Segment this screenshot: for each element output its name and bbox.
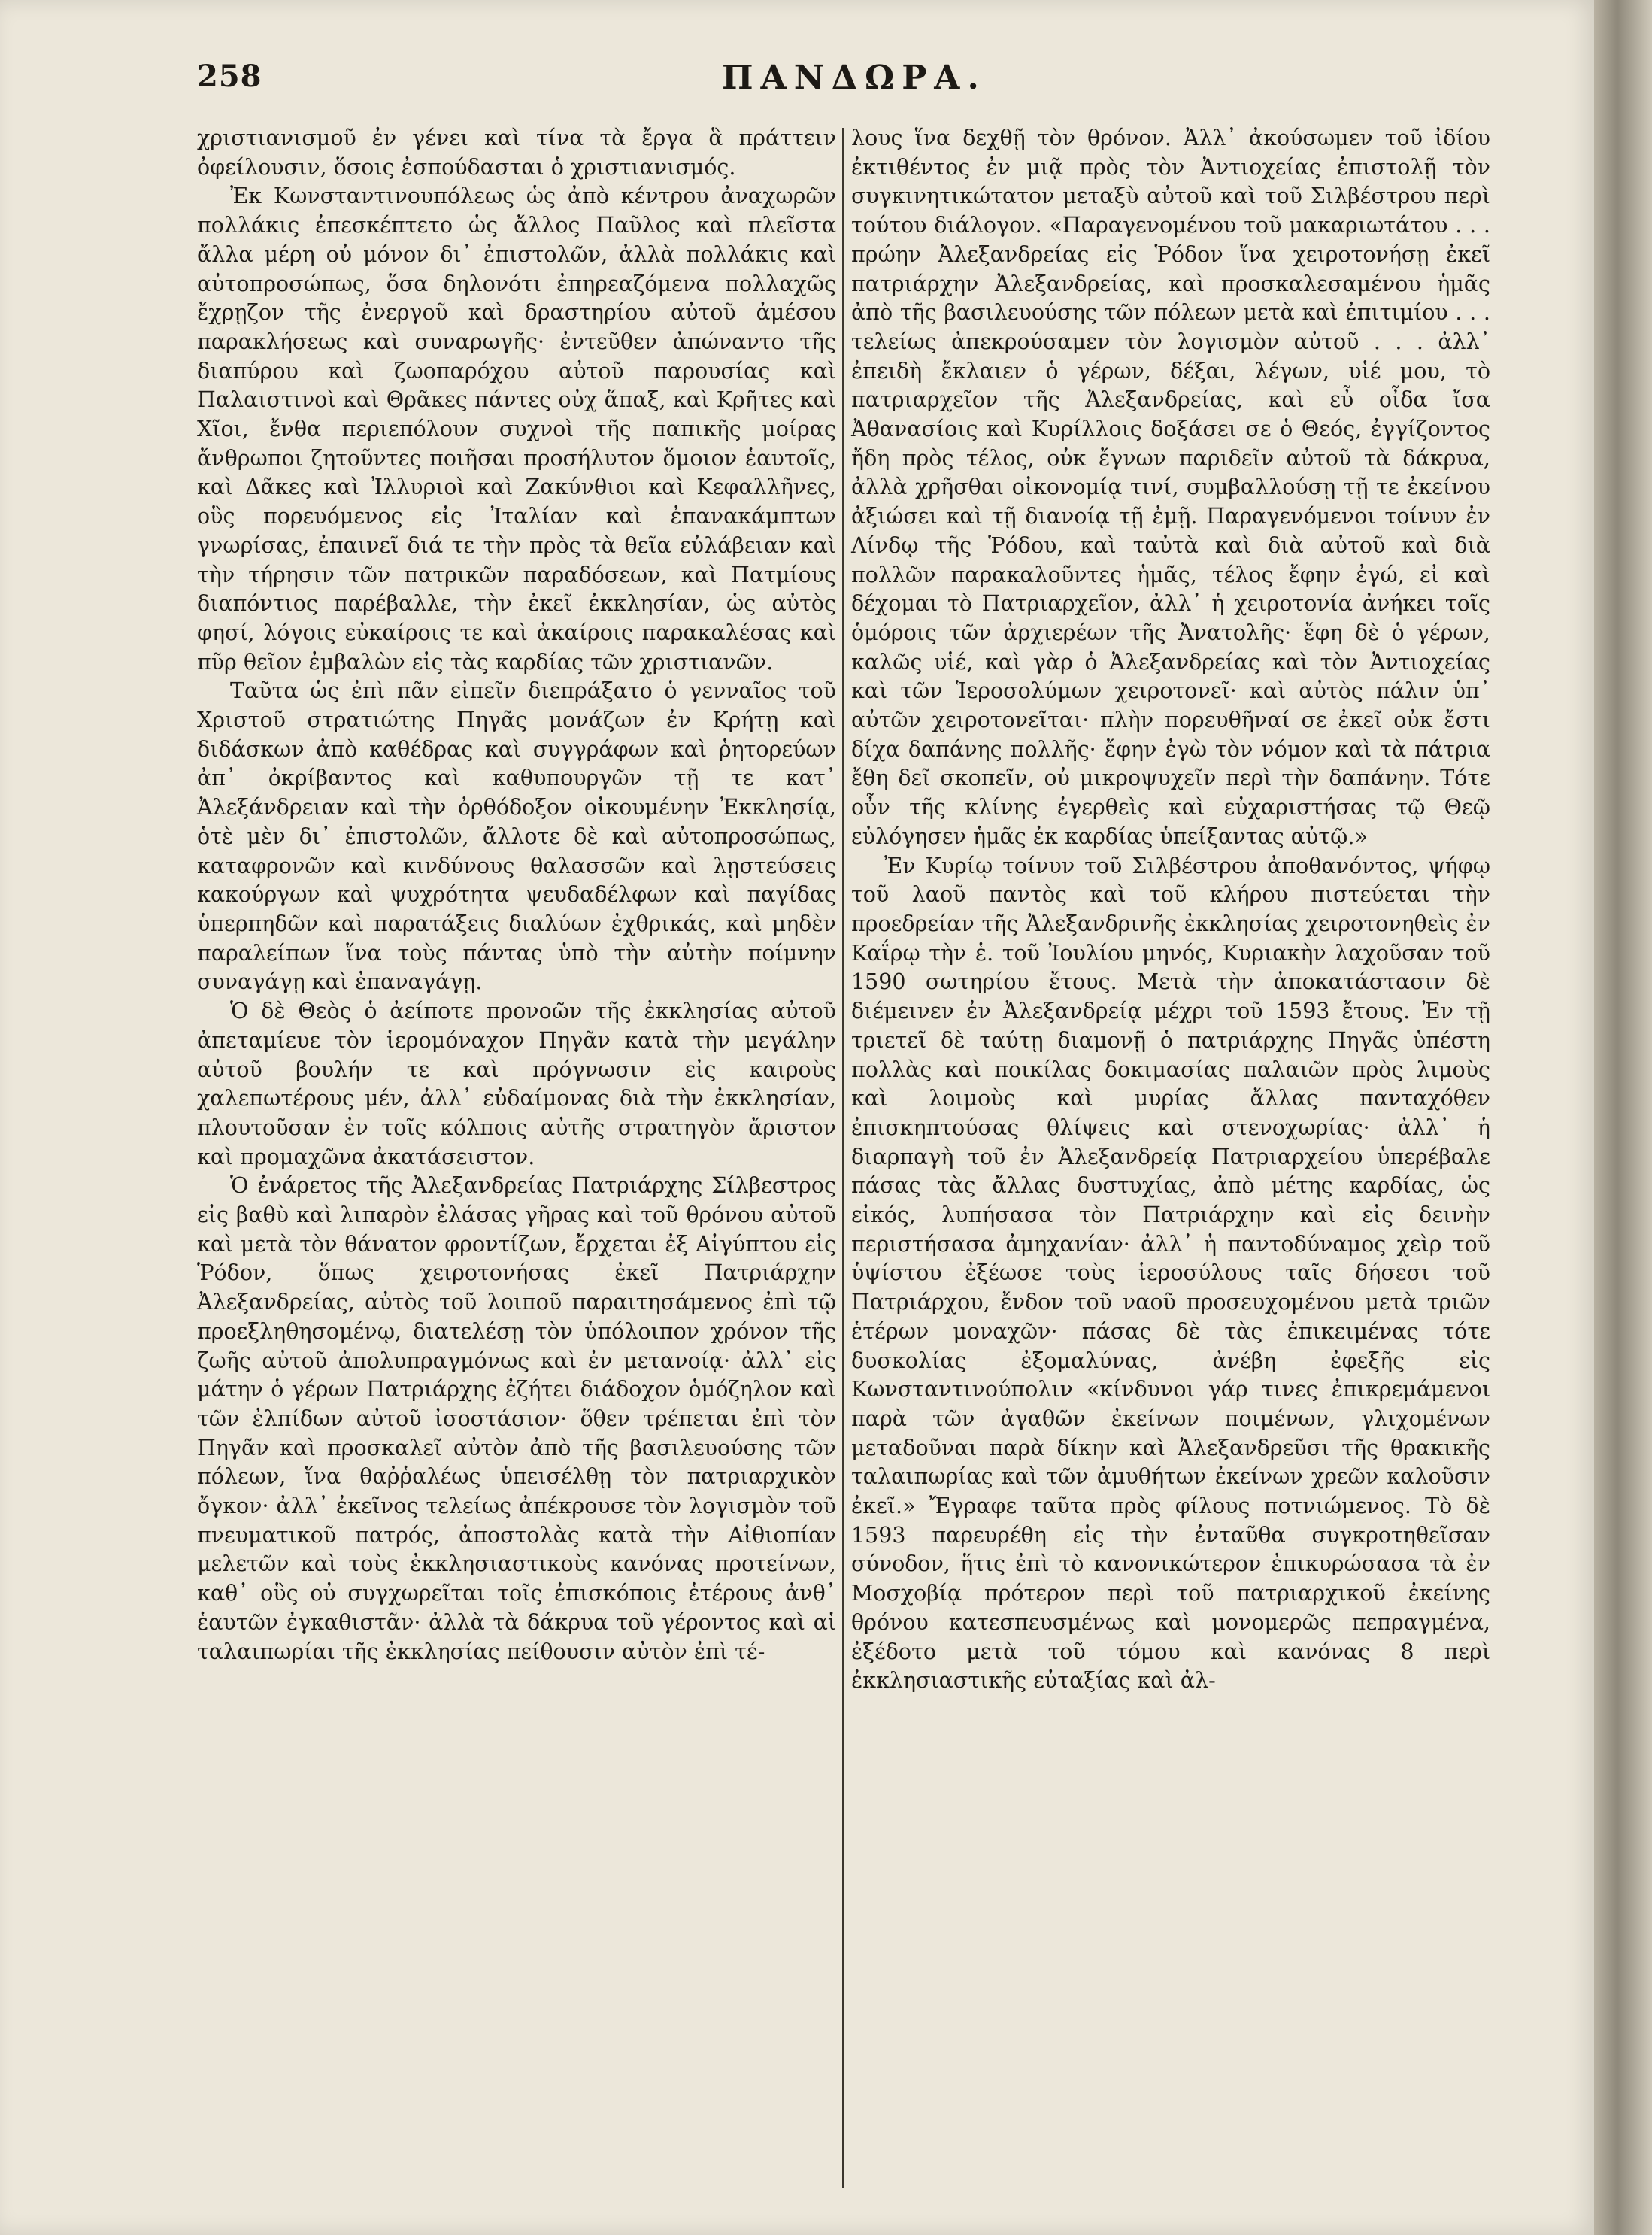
right-column [851, 124, 1490, 1696]
left-column [197, 124, 836, 1666]
running-title: ΠΑΝΔΩΡΑ. [722, 59, 987, 97]
column-divider [842, 128, 844, 2188]
page-header [0, 59, 1594, 111]
page-number: 258 [197, 59, 262, 94]
paragraph: χριστιανισμοῦ ἐν γένει καὶ τίνα τὰ ἔργα ἃ πράττειν ὀφείλουσιν, ὅσοις ἐσπούδασται ὁ χριστιανισμός. [197, 126, 836, 180]
paragraph: Ταῦτα ὡς ἐπὶ πᾶν εἰπεῖν διεπράξατο ὁ γενναῖος τοῦ Χριστοῦ στρατιώτης Πηγᾶς μονάζων ἐν Κρήτῃ καὶ διδάσκων ἀπὸ καθέδρας καὶ συγγράφων καὶ ῥητορεύων ἀπ᾽ ὀκρίβαντος καὶ καθυπουργῶν τῇ τε κατ᾽ Ἀλεξάνδρειαν καὶ τὴν ὀρθόδοξον οἰκουμένην Ἐκκλησίᾳ, ὁτὲ μὲν δι᾽ ἐπιστολῶν, ἄλλοτε δὲ καὶ αὐτοπροσώπως, καταφρονῶν καὶ κινδύνους θαλασσῶν καὶ λῃστεύσεις κακούργων καὶ ψυχρότητα ψευδαδέλφων καὶ παγίδας ὑπερπηδῶν καὶ παρατάξεις διαλύων ἐχθρικάς, καὶ μηδὲν παραλείπων ἵνα τοὺς πάντας ὑπὸ τὴν αὐτὴν ποίμνην συναγάγῃ καὶ ἐπαναγάγῃ. [197, 678, 836, 995]
paragraph: λους ἵνα δεχθῇ τὸν θρόνον. Ἀλλ᾽ ἀκούσωμεν τοῦ ἰδίου ἐκτιθέντος ἐν μιᾷ πρὸς τὸν Ἀντιοχείας ἐπιστολῇ τὸν συγκινητικώτατον μεταξὺ αὐτοῦ καὶ τοῦ Σιλβέστρου περὶ τούτου διάλογον. «Παραγενομένου τοῦ μακαριωτάτου . . . πρώην Ἀλεξανδρείας εἰς Ῥόδον ἵνα χειροτονήσῃ ἐκεῖ πατριάρχην Ἀλεξανδρείας, καὶ προσκαλεσαμένου ἡμᾶς ἀπὸ τῆς βασιλευούσης τῶν πόλεων μετὰ καὶ ἐπιτιμίου . . . τελείως ἀπεκρούσαμεν τὸν λογισμὸν αὐτοῦ . . . ἀλλ᾽ ἐπειδὴ ἔκλαιεν ὁ γέρων, δέξαι, λέγων, υἱέ μου, τὸ πατριαρχεῖον τῆς Ἀλεξανδρείας, καὶ εὖ οἶδα ἴσα Ἀθανασίοις καὶ Κυρίλλοις δοξάσει σε ὁ Θεός, ἐγγίζοντος ἤδη πρὸς τέλος, οὐκ ἔγνων παριδεῖν αὐτοῦ τὰ δάκρυα, ἀλλὰ χρῆσθαι οἰκονομίᾳ τινί, συμβαλλούσῃ τῇ τε ἐκείνου ἀξιώσει καὶ τῇ διανοίᾳ τῇ ἐμῇ. Παραγενόμενοι τοίνυν ἐν Λίνδῳ τῆς Ῥόδου, καὶ ταὐτὰ καὶ διὰ αὐτοῦ καὶ διὰ πολλῶν παρακαλοῦντες ἡμᾶς, τέλος ἔφην ἐγώ, εἰ καὶ δέχομαι τὸ Πατριαρχεῖον, ἀλλ᾽ ἡ χειροτονία ἀνήκει τοῖς ὁμόροις τῶν ἀρχιερέων τῆς Ἀνατολῆς· ἔφη δὲ ὁ γέρων, καλῶς υἱέ, καὶ γὰρ ὁ Ἀλεξανδρείας καὶ τὸν Ἀντιοχείας καὶ τῶν Ἱεροσολύμων χειροτονεῖ· καὶ αὐτὸς πάλιν ὑπ᾽ αὐτῶν χειροτονεῖται· πλὴν πορευθῆναί σε ἐκεῖ οὐκ ἔστι δίχα δαπάνης πολλῆς· ἔφην ἐγὼ τὸν νόμον καὶ τὰ πάτρια ἔθη δεῖ σκοπεῖν, οὐ μικροψυχεῖν περὶ τὴν δαπάνην. Τότε οὖν τῆς κλίνης ἐγερθεὶς καὶ εὐχαριστήσας τῷ Θεῷ εὐλόγησεν ἡμᾶς ἐκ καρδίας ὑπείξαντας αὐτῷ.» [851, 126, 1490, 849]
paragraph: Ὁ ἐνάρετος τῆς Ἀλεξανδρείας Πατριάρχης Σίλβεστρος εἰς βαθὺ καὶ λιπαρὸν ἐλάσας γῆρας καὶ τοῦ θρόνου αὐτοῦ καὶ μετὰ τὸν θάνατον φροντίζων, ἔρχεται ἐξ Αἰγύπτου εἰς Ῥόδον, ὅπως χειροτονήσας ἐκεῖ Πατριάρχην Ἀλεξανδρείας, αὐτὸς τοῦ λοιποῦ παραιτησάμενος ἐπὶ τῷ προεξληθησομένῳ, διατελέσῃ τὸν ὑπόλοιπον χρόνον τῆς ζωῆς αὐτοῦ ἀπολυπραγμόνως καὶ ἐν μετανοίᾳ· ἀλλ᾽ εἰς μάτην ὁ γέρων Πατριάρχης ἐζήτει διάδοχον ὁμόζηλον καὶ τῶν ἐλπίδων αὐτοῦ ἰσοστάσιον· ὅθεν τρέπεται ἐπὶ τὸν Πηγᾶν καὶ προσκαλεῖ αὐτὸν ἀπὸ τῆς βασιλευούσης τῶν πόλεων, ἵνα θαῤῥαλέως ὑπεισέλθῃ τὸν πατριαρχικὸν ὄγκον· ἀλλ᾽ ἐκεῖνος τελείως ἀπέκρουσε τὸν λογισμὸν τοῦ πνευματικοῦ πατρός, ἀποστολὰς κατὰ τὴν Αἰθιοπίαν μελετῶν καὶ τοὺς ἐκκλησιαστικοὺς κανόνας προτείνων, καθ᾽ οὓς οὐ συγχωρεῖται τοῖς ἐπισκόποις ἑτέρους ἀνθ᾽ ἑαυτῶν ἐγκαθιστᾶν· ἀλλὰ τὰ δάκρυα τοῦ γέροντος καὶ αἱ ταλαιπωρίαι τῆς ἐκκλησίας πείθουσιν αὐτὸν ἐπὶ τέ- [197, 1173, 836, 1664]
paragraph: Ὁ δὲ Θεὸς ὁ ἀείποτε προνοῶν τῆς ἐκκλησίας αὐτοῦ ἀπεταμίευε τὸν ἱερομόναχον Πηγᾶν κατὰ τὴν μεγάλην αὐτοῦ βουλήν τε καὶ πρόγνωσιν εἰς καιροὺς χαλεπωτέρους μέν, ἀλλ᾽ εὐδαίμονας διὰ τὴν ἐκκλησίαν, πλουτοῦσαν ἐν τοῖς κόλποις αὐτῆς στρατηγὸν ἄριστον καὶ προμαχῶνα ἀκατάσειστον. [197, 999, 836, 1169]
book-spine-edge [1594, 0, 1652, 2235]
paragraph: Ἐκ Κωνσταντινουπόλεως ὡς ἀπὸ κέντρου ἀναχωρῶν πολλάκις ἐπεσκέπτετο ὡς ἄλλος Παῦλος καὶ πλεῖστα ἄλλα μέρη οὐ μόνον δι᾽ ἐπιστολῶν, ἀλλὰ πολλάκις καὶ αὐτοπροσώπως, ὅσα δηλονότι ἐπηρεαζόμενα πολλαχῶς ἔχρῃζον τῆς ἐνεργοῦ καὶ δραστηρίου αὐτοῦ ἀμέσου παρακλήσεως καὶ συναρωγῆς· ἐντεῦθεν ἀπώναντο τῆς διαπύρου καὶ ζωοπαρόχου αὐτοῦ παρουσίας καὶ Παλαιστινοὶ καὶ Θρᾶκες πάντες οὐχ ἅπαξ, καὶ Κρῆτες καὶ Χῖοι, ἔνθα περιεπόλουν συχνοὶ τῆς παπικῆς μοίρας ἄνθρωποι ζητοῦντες ποιῆσαι προσήλυτον ὅμοιον ἑαυτοῖς, καὶ Δᾶκες καὶ Ἰλλυριοὶ καὶ Ζακύνθιοι καὶ Κεφαλλῆνες, οὓς πορευόμενος εἰς Ἰταλίαν καὶ ἐπανακάμπτων γνωρίσας, ἐπαινεῖ διά τε τὴν πρὸς τὰ θεῖα εὐλάβειαν καὶ τὴν τήρησιν τῶν πατρικῶν παραδόσεων, καὶ Πατμίους διαπόντιος παρέβαλλε, τὴν ἐκεῖ ἐκκλησίαν, ὡς αὐτὸς φησί, λόγοις εὐκαίροις τε καὶ ἀκαίροις παρακαλέσας καὶ πῦρ θεῖον ἐμβαλὼν εἰς τὰς καρδίας τῶν χριστιανῶν. [197, 183, 836, 675]
paragraph: Ἐν Κυρίῳ τοίνυν τοῦ Σιλβέστρου ἀποθανόντος, ψήφῳ τοῦ λαοῦ παντὸς καὶ τοῦ κλήρου πιστεύεται τὴν προεδρείαν τῆς Ἀλεξανδρινῆς ἐκκλησίας χειροτονηθεὶς ἐν Καΐρῳ τὴν ἑ. τοῦ Ἰουλίου μηνός, Κυριακὴν λαχοῦσαν τοῦ 1590 σωτηρίου ἔτους. Μετὰ τὴν ἀποκατάστασιν δὲ διέμεινεν ἐν Ἀλεξανδρείᾳ μέχρι τοῦ 1593 ἔτους. Ἐν τῇ τριετεῖ δὲ ταύτῃ διαμονῇ ὁ πατριάρχης Πηγᾶς ὑπέστη πολλὰς καὶ ποικίλας δοκιμασίας παλαιῶν πρὸς λιμοὺς καὶ λοιμοὺς καὶ μυρίας ἄλλας πανταχόθεν ἐπισκηπτούσας θλίψεις καὶ στενοχωρίας· ἀλλ᾽ ἡ διαρπαγὴ τοῦ ἐν Ἀλεξανδρείᾳ Πατριαρχείου ὑπερέβαλε πάσας τὰς ἄλλας δυστυχίας, ἀπὸ μέτης καρδίας, ὡς εἰκός, λυπήσασα τὸν Πατριάρχην καὶ εἰς δεινὴν περιστήσασα ἀμηχανίαν· ἀλλ᾽ ἡ παντοδύναμος χεὶρ τοῦ ὑψίστου ἐξέωσε τοὺς ἱεροσύλους ταῖς δήσεσι τοῦ Πατριάρχου, ἔνδον τοῦ ναοῦ προσευχομένου μετὰ τριῶν ἑτέρων μοναχῶν· πάσας δὲ τὰς ἐπικειμένας τότε δυσκολίας ἐξομαλύνας, ἀνέβη ἐφεξῆς εἰς Κωνσταντινούπολιν «κίνδυνοι γάρ τινες ἐπικρεμάμενοι παρὰ τῶν ἀγαθῶν ἐκείνων ποιμένων, γλιχομένων μεταδοῦναι παρὰ δίκην καὶ Ἀλεξανδρεῦσι τῆς θρακικῆς ταλαιπωρίας καὶ τῶν ἀμυθήτων ἐκείνων χρεῶν καλοῦσιν ἐκεῖ.» Ἔγραφε ταῦτα πρὸς φίλους ποτνιώμενος. Τὸ δὲ 1593 παρευρέθη εἰς τὴν ἐνταῦθα συγκροτηθεῖσαν σύνοδον, ἥτις ἐπὶ τὸ κανονικώτερον ἐπικυρώσασα τὰ ἐν Μοσχοβίᾳ πρότερον περὶ τοῦ πατριαρχικοῦ ἐκείνης θρόνου κατεσπευσμένως καὶ μονομερῶς πεπραγμένα, ἐξέδοτο μετὰ τοῦ τόμου καὶ κανόνας 8 περὶ ἐκκλησιαστικῆς εὐταξίας καὶ ἀλ- [851, 853, 1490, 1694]
